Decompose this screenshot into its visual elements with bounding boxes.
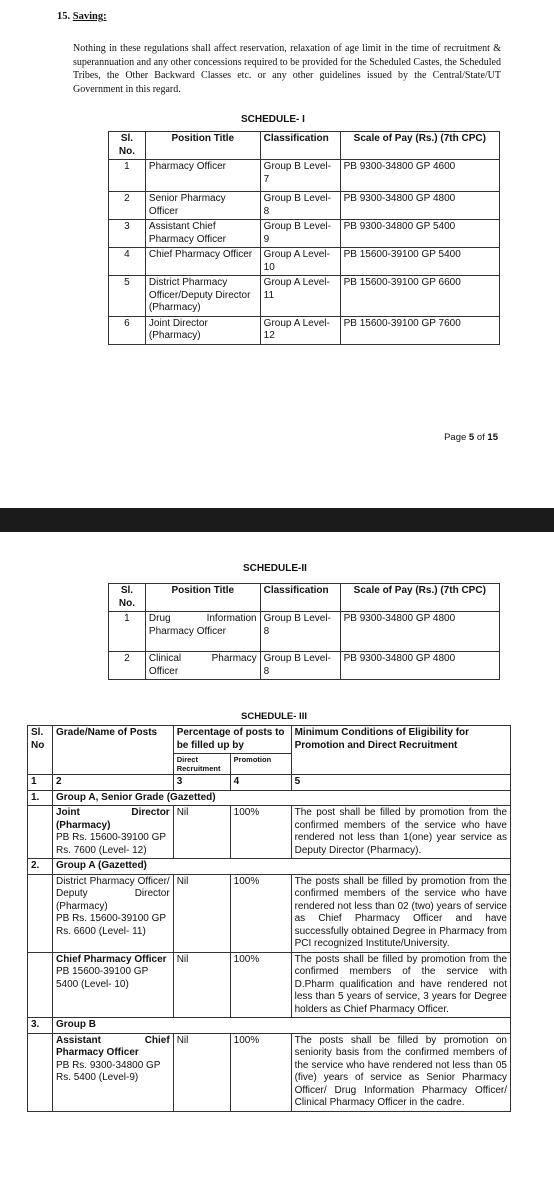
table-row: [109, 652, 500, 680]
table-row: [109, 276, 500, 317]
empty-cell: [28, 874, 53, 952]
header-scale-of-pay: Scale of Pay (Rs.) (7th CPC): [340, 132, 499, 160]
col-number: 4: [230, 775, 291, 791]
group-row: [28, 790, 511, 806]
table-header-row: [109, 132, 500, 160]
cell-title: Pharmacy Officer: [145, 160, 260, 192]
promotion-cell: 100%: [230, 874, 291, 952]
cell-pay: PB 15600-39100 GP 5400: [340, 248, 499, 276]
cell-title: Joint Director (Pharmacy): [145, 316, 260, 344]
cell-no: 1: [109, 160, 146, 192]
header-position-title: Position Title: [145, 132, 260, 160]
promotion-cell: 100%: [230, 1033, 291, 1111]
document-page-5: [0, 0, 554, 508]
header-grade: Grade/Name of Posts: [52, 726, 173, 775]
cell-pay: PB 9300-34800 GP 5400: [340, 220, 499, 248]
post-cell: [52, 806, 173, 859]
cell-no: 2: [109, 192, 146, 220]
promotion-cell: 100%: [230, 952, 291, 1018]
schedule-2-table: [108, 583, 500, 680]
schedule-1-title: SCHEDULE- I: [241, 114, 305, 125]
header-sl-no: Sl. No.: [109, 132, 146, 160]
post-cell: [52, 874, 173, 952]
post-pay: PB 15600-39100 GP 5400 (Level- 10): [55, 966, 149, 990]
table-row: [28, 806, 511, 859]
header-position-title: Position Title: [145, 584, 260, 612]
post-cell: [52, 952, 173, 1018]
table-row: [109, 192, 500, 220]
post-cell: [52, 1033, 173, 1111]
table-row: [28, 1033, 511, 1111]
cell-title: Senior Pharmacy Officer: [145, 192, 260, 220]
cell-no: 4: [109, 248, 146, 276]
cell-title: District Pharmacy Officer/Deputy Director (Pharmacy): [145, 276, 260, 317]
section-heading: [57, 11, 107, 22]
table-row: [109, 220, 500, 248]
header-classification: Classification: [260, 584, 340, 612]
post-title: Joint Director (Pharmacy): [55, 807, 170, 831]
col-number: 3: [173, 775, 230, 791]
page-number: [444, 432, 498, 443]
table-row: [109, 612, 500, 652]
condition-cell: The posts shall be filled by promotion on seniority basis from the confirmed members of the service who have rendered not less than 05 (five) years of service as Senior Pharmacy Officer/ Drug Information Pharmacy Officer/ Clinical Pharmacy Officer in the cadre.: [291, 1033, 510, 1111]
cell-no: 1: [109, 612, 146, 652]
page-separator: [0, 508, 554, 532]
header-conditions: Minimum Conditions of Eligibility for Promotion and Direct Recruitment: [291, 726, 510, 775]
cell-pay: PB 15600-39100 GP 6600: [340, 276, 499, 317]
header-direct: Direct Recruitment: [173, 754, 230, 775]
column-number-row: [28, 775, 511, 791]
table-row: [109, 160, 500, 192]
post-pay: PB Rs. 9300-34800 GP Rs. 5400 (Level-9): [55, 1059, 161, 1083]
cell-pay: PB 9300-34800 GP 4800: [340, 612, 499, 652]
col-number: 1: [28, 775, 53, 791]
cell-title: Clinical Pharmacy Officer: [145, 652, 260, 680]
page-of: of: [476, 432, 485, 443]
group-name: Group B: [52, 1018, 510, 1034]
col-number: 5: [291, 775, 510, 791]
page-label: Page: [444, 432, 467, 443]
post-pay: PB Rs. 15600-39100 GP Rs. 6600 (Level- 11): [55, 913, 166, 937]
post-title: District Pharmacy Officer/ Deputy Director (Pharmacy): [55, 875, 170, 912]
header-sl-no: Sl. No: [28, 726, 53, 775]
promotion-cell: 100%: [230, 806, 291, 859]
group-number: 2.: [28, 859, 53, 875]
empty-cell: [28, 1033, 53, 1111]
cell-pay: PB 15600-39100 GP 7600: [340, 316, 499, 344]
cell-class: Group B Level- 8: [260, 192, 340, 220]
empty-cell: [28, 952, 53, 1018]
cell-pay: PB 9300-34800 GP 4600: [340, 160, 499, 192]
header-promotion: Promotion: [230, 754, 291, 775]
page-total: 15: [487, 432, 498, 443]
cell-class: Group A Level- 10: [260, 248, 340, 276]
table-row: [109, 316, 500, 344]
post-title: Assistant Chief Pharmacy Officer: [55, 1034, 170, 1058]
header-scale-of-pay: Scale of Pay (Rs.) (7th CPC): [340, 584, 499, 612]
cell-class: Group B Level- 8: [260, 612, 340, 652]
direct-cell: Nil: [173, 1033, 230, 1111]
table-header-row: [28, 726, 511, 754]
section-title: Saving:: [72, 11, 107, 22]
condition-cell: The posts shall be filled by promotion from the confirmed members of the service who have rendered not less than 02 (two) years of service as Chief Pharmacy Officer and have successfully obtained Degree in Pharmacy from PCI recognized Institute/University.: [291, 874, 510, 952]
post-pay: PB Rs. 15600-39100 GP Rs. 7600 (Level- 12): [55, 832, 166, 856]
cell-class: Group A Level- 11: [260, 276, 340, 317]
direct-cell: Nil: [173, 952, 230, 1018]
page-current: 5: [468, 432, 475, 443]
cell-class: Group A Level- 12: [260, 316, 340, 344]
cell-no: 3: [109, 220, 146, 248]
saving-paragraph: Nothing in these regulations shall affect reservation, relaxation of age limit in the time of recruitment & superannuation and any other concessions required to be provided for the Scheduled Castes, the Scheduled Tribes, the Other Backward Classes etc. or any other guidelines issued by the Central/State/UT Government in this regard.: [73, 43, 501, 95]
cell-class: Group B Level- 7: [260, 160, 340, 192]
section-number: 15.: [57, 11, 71, 22]
header-percentage: Percentage of posts to be filled up by: [173, 726, 291, 754]
schedule-3-table: [27, 725, 511, 1112]
condition-cell: The posts shall be filled by promotion from the confirmed members of the service with D.Pharm qualification and have rendered not less than 5 years of service, 3 years for Degree holders as Chief Pharmacy Officer.: [291, 952, 510, 1018]
group-name: Group A, Senior Grade (Gazetted): [52, 790, 510, 806]
schedule-2-title: SCHEDULE-II: [243, 563, 307, 574]
header-sl-no: Sl. No.: [109, 584, 146, 612]
cell-class: Group B Level- 9: [260, 220, 340, 248]
cell-no: 5: [109, 276, 146, 317]
cell-no: 6: [109, 316, 146, 344]
table-row: [28, 874, 511, 952]
group-row: [28, 1018, 511, 1034]
cell-no: 2: [109, 652, 146, 680]
header-classification: Classification: [260, 132, 340, 160]
table-row: [109, 248, 500, 276]
direct-cell: Nil: [173, 874, 230, 952]
empty-cell: [28, 806, 53, 859]
table-row: [28, 952, 511, 1018]
table-header-row: [109, 584, 500, 612]
group-number: 3.: [28, 1018, 53, 1034]
schedule-3-title: SCHEDULE- III: [241, 711, 307, 722]
group-number: 1.: [28, 790, 53, 806]
post-title: Chief Pharmacy Officer: [55, 953, 167, 965]
cell-title: Chief Pharmacy Officer: [145, 248, 260, 276]
schedule-1-table: [108, 131, 500, 345]
group-name: Group A (Gazetted): [52, 859, 510, 875]
direct-cell: Nil: [173, 806, 230, 859]
cell-class: Group B Level- 8: [260, 652, 340, 680]
col-number: 2: [52, 775, 173, 791]
condition-cell: The post shall be filled by promotion from the confirmed members of the service who have rendered not less than 1(one) year service as Deputy Director (Pharmacy).: [291, 806, 510, 859]
group-row: [28, 859, 511, 875]
cell-pay: PB 9300-34800 GP 4800: [340, 192, 499, 220]
cell-title: Drug Information Pharmacy Officer: [145, 612, 260, 652]
cell-title: Assistant Chief Pharmacy Officer: [145, 220, 260, 248]
cell-pay: PB 9300-34800 GP 4800: [340, 652, 499, 680]
